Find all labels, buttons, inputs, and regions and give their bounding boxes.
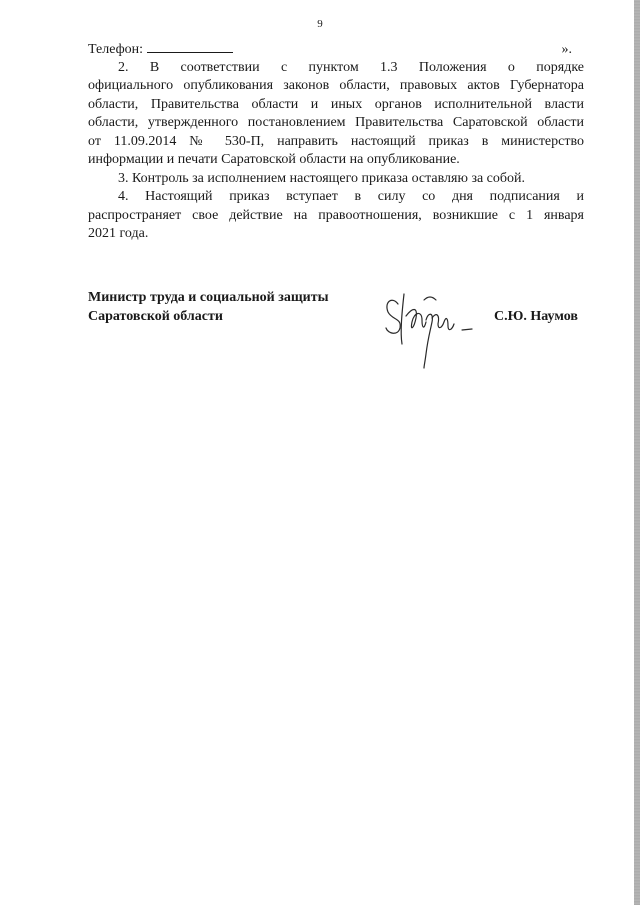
page-number: 9 (317, 18, 323, 30)
paragraph-line: 2. В соответствии с пунктом 1.3 Положения о порядке (118, 59, 584, 75)
signatory-position-line-1: Министр труда и социальной защиты (88, 290, 329, 305)
handwritten-signature (380, 282, 480, 372)
document-body (88, 40, 584, 244)
paragraph-item-2 (88, 59, 584, 170)
paragraph-line: распространяет свое действие на правоотношения, возникшие с 1 января (88, 207, 584, 223)
paragraph-line: 4. Настоящий приказ вступает в силу со дня подписания и (118, 189, 584, 204)
paragraph-item-3 (88, 170, 584, 189)
scan-edge-artifact (634, 0, 640, 905)
paragraph-line: области, Правительства области и иных органов исполнительной власти (88, 96, 584, 112)
phone-label: Телефон: (88, 42, 144, 57)
phone-closing-quote: ». (561, 42, 572, 57)
paragraph-item-4 (88, 188, 584, 244)
phone-line (88, 40, 584, 59)
phone-label-group (88, 40, 233, 60)
paragraph-line: информации и печати Саратовской области на опубликование. (88, 152, 460, 167)
signatory-position (88, 288, 390, 326)
paragraph-line: от 11.09.2014 № 530-П, направить настоящий приказ в министерство (88, 133, 584, 149)
paragraph-line: официального опубликования законов области, правовых актов Губернатора (88, 78, 584, 93)
paragraph-line: области, утвержденного постановлением Правительства Саратовской области (88, 115, 584, 130)
signatory-position-line-2: Саратовской области (88, 309, 223, 324)
signatory-name: С.Ю. Наумов (494, 309, 578, 324)
paragraph-line: 3. Контроль за исполнением настоящего приказа оставляю за собой. (118, 170, 526, 186)
paragraph-line: 2021 года. (88, 226, 149, 241)
phone-blank-field (147, 40, 233, 53)
